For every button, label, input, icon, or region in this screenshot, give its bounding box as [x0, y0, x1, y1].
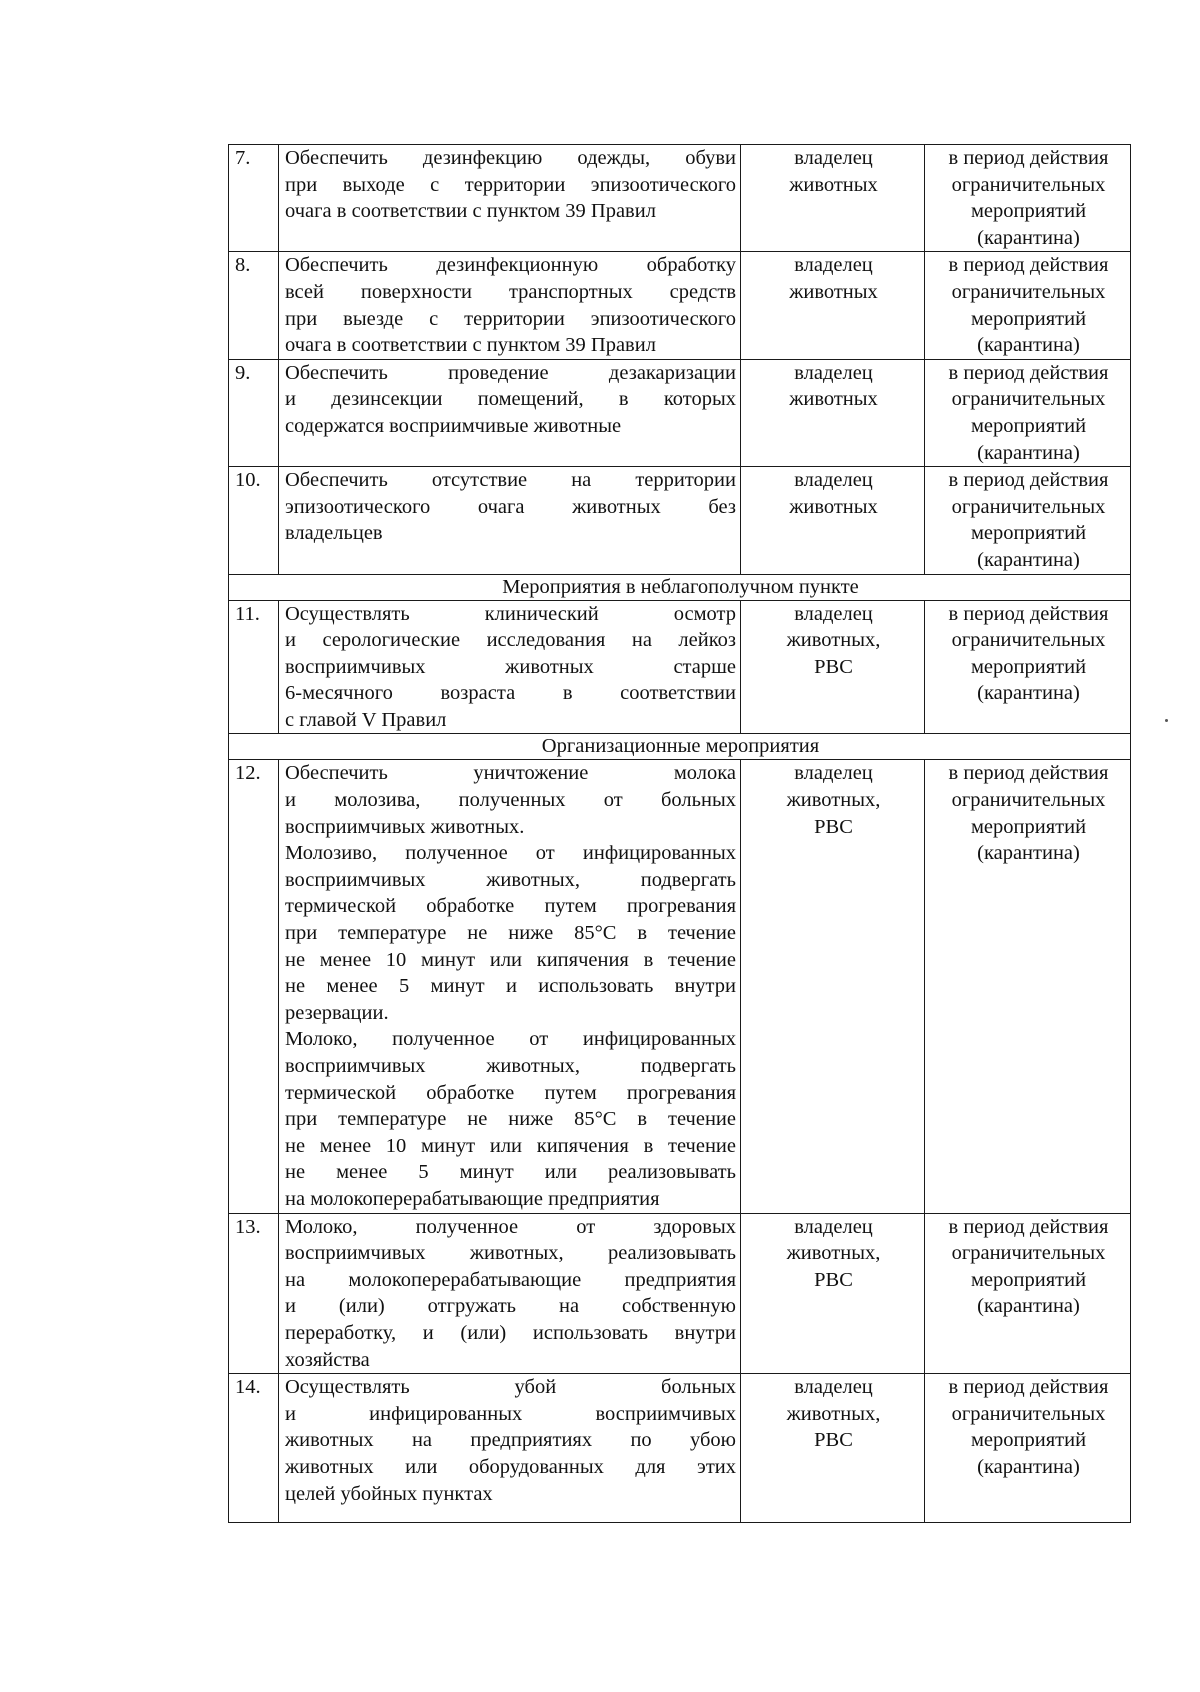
deadline-line: мероприятий — [970, 1429, 1087, 1452]
responsible-line: животных — [789, 173, 878, 196]
item-number: 14. — [229, 1374, 279, 1523]
deadline-line: в период действия — [948, 762, 1109, 785]
measure-text-line: при выезде с территории эпизоотического — [285, 307, 736, 330]
measure-text-line: не менее 10 минут или кипячения в течение — [285, 1134, 736, 1157]
deadline-line: (карантина) — [977, 842, 1080, 865]
measure-text-line: восприимчивых животных, подвергать — [285, 1055, 736, 1077]
deadline — [925, 1374, 1131, 1523]
measure-text-line: Обеспечить дезинфекционную обработку — [285, 254, 736, 277]
measure-text — [279, 1213, 741, 1374]
responsible — [741, 467, 925, 574]
measure-paragraph — [285, 840, 736, 1026]
responsible-line: животных — [789, 388, 878, 411]
measure-text — [279, 1374, 741, 1523]
deadline-line: (карантина) — [977, 548, 1080, 571]
deadline-line: мероприятий — [970, 1268, 1087, 1291]
responsible-line: владелец — [794, 254, 873, 277]
item-number: 13. — [229, 1213, 279, 1374]
responsible-line: владелец — [794, 147, 873, 169]
measure-text-line: с главой V Правил — [285, 708, 447, 731]
responsible — [741, 1374, 925, 1523]
item-number: 12. — [229, 760, 279, 1213]
deadline-line: в период действия — [948, 147, 1109, 169]
table-row — [229, 252, 1131, 359]
section-header-row — [229, 574, 1131, 600]
responsible-line: животных — [789, 280, 878, 303]
table-row — [229, 145, 1131, 252]
measure-text-line: животных или оборудованных для этих — [285, 1455, 736, 1478]
measure-text — [279, 252, 741, 359]
deadline-line: в период действия — [948, 1215, 1109, 1238]
deadline-line: (карантина) — [977, 441, 1080, 464]
deadline-line: (карантина) — [977, 226, 1080, 249]
measure-text-line: владельцев — [285, 522, 383, 545]
measure-text-line: содержатся восприимчивые животные — [285, 414, 622, 437]
measure-text-line: восприимчивых животных, подвергать — [285, 868, 736, 891]
responsible — [741, 600, 925, 734]
responsible-line: животных, — [786, 629, 881, 652]
measure-text-line: и (или) отгружать на собственную — [285, 1295, 736, 1318]
responsible-line: РВС — [814, 1429, 853, 1452]
deadline-line: ограничительных — [951, 280, 1106, 303]
measure-text-line: и дезинсекции помещений, в которых — [285, 388, 736, 411]
measure-text — [279, 760, 741, 1213]
deadline-line: ограничительных — [951, 173, 1106, 196]
deadline-line: мероприятий — [970, 307, 1087, 330]
measure-text-line: на молокоперерабатывающие предприятия — [285, 1187, 660, 1210]
measure-text-line: Молоко, полученное от инфицированных — [285, 1028, 736, 1051]
table-row — [229, 359, 1131, 466]
deadline — [925, 1213, 1131, 1374]
deadline-line: мероприятий — [970, 655, 1087, 678]
measure-text-line: при температуре не ниже 85°С в течение — [285, 1108, 736, 1131]
measure-text-line: очага в соответствии с пунктом 39 Правил — [285, 334, 656, 357]
item-number: 10. — [229, 467, 279, 574]
measure-text-line: восприимчивых животных старше — [285, 655, 736, 678]
deadline-line: в период действия — [948, 469, 1109, 492]
table-row — [229, 600, 1131, 734]
measure-text-line: Молозиво, полученное от инфицированных — [285, 842, 736, 865]
deadline-line: (карантина) — [977, 682, 1080, 705]
item-number: 8. — [229, 252, 279, 359]
deadline-line: мероприятий — [970, 522, 1087, 545]
measure-text-line: Обеспечить дезинфекцию одежды, обуви — [285, 147, 736, 169]
deadline-line: (карантина) — [977, 334, 1080, 357]
measure-text-line: термической обработке путем прогревания — [285, 895, 736, 918]
measure-text-line: термической обработке путем прогревания — [285, 1081, 736, 1104]
responsible-line: животных, — [786, 1402, 881, 1425]
responsible-line: владелец — [794, 1215, 873, 1238]
measure-text-line: Обеспечить уничтожение молока — [285, 762, 736, 785]
measure-text — [279, 467, 741, 574]
measures-table-body — [229, 145, 1131, 1523]
responsible — [741, 359, 925, 466]
deadline-line: ограничительных — [951, 789, 1106, 812]
table-row — [229, 467, 1131, 574]
deadline-line: ограничительных — [951, 388, 1106, 411]
measure-text-line: Обеспечить проведение дезакаризации — [285, 361, 736, 384]
measures-table — [228, 144, 1131, 1523]
measure-text-line: всей поверхности транспортных средств — [285, 280, 736, 303]
measure-text-line: и серологические исследования на лейкоз — [285, 629, 736, 652]
item-number: 7. — [229, 145, 279, 252]
deadline-line: ограничительных — [951, 1402, 1106, 1425]
deadline-line: в период действия — [948, 602, 1109, 625]
measure-text-line: и инфицированных восприимчивых — [285, 1402, 736, 1425]
measure-text-line: резервации. — [285, 1001, 389, 1024]
responsible-line: животных — [789, 495, 878, 518]
deadline-line: в период действия — [948, 1376, 1109, 1399]
measure-text-line: очага в соответствии с пунктом 39 Правил — [285, 200, 656, 223]
deadline — [925, 760, 1131, 1213]
deadline-line: ограничительных — [951, 629, 1106, 652]
measure-text-line: 6-месячного возраста в соответствии — [285, 682, 736, 705]
deadline-line: мероприятий — [970, 414, 1087, 437]
table-row — [229, 1374, 1131, 1523]
responsible-line: животных, — [786, 1242, 881, 1265]
scan-speck — [1165, 719, 1168, 722]
measure-text-line: восприимчивых животных, реализовывать — [285, 1242, 736, 1265]
measure-text-line: не менее 10 минут или кипячения в течение — [285, 948, 736, 971]
measure-text-line: Обеспечить отсутствие на территории — [285, 469, 736, 492]
responsible — [741, 1213, 925, 1374]
deadline — [925, 145, 1131, 252]
deadline-line: мероприятий — [970, 815, 1087, 838]
measure-text-line: не менее 5 минут или реализовывать — [285, 1161, 736, 1184]
deadline — [925, 467, 1131, 574]
measure-text-line: не менее 5 минут и использовать внутри — [285, 975, 736, 998]
table-row — [229, 1213, 1131, 1374]
deadline-line: (карантина) — [977, 1455, 1080, 1478]
measure-text-line: переработку, и (или) использовать внутри — [285, 1321, 736, 1344]
measure-text-line: животных на предприятиях по убою — [285, 1429, 736, 1452]
responsible-line: владелец — [794, 602, 873, 625]
responsible — [741, 252, 925, 359]
measure-text-line: при температуре не ниже 85°С в течение — [285, 922, 736, 945]
responsible-line: владелец — [794, 762, 873, 785]
responsible — [741, 760, 925, 1213]
measure-text-line: Осуществлять убой больных — [285, 1376, 736, 1399]
deadline-line: мероприятий — [970, 200, 1087, 223]
deadline-line: в период действия — [948, 254, 1109, 277]
deadline — [925, 252, 1131, 359]
item-number: 11. — [229, 600, 279, 734]
measure-text-line: Молоко, полученное от здоровых — [285, 1215, 736, 1238]
section-title: Организационные мероприятия — [229, 734, 1131, 760]
deadline-line: в период действия — [948, 361, 1109, 384]
measure-text-line: хозяйства — [285, 1348, 370, 1371]
measure-text-line: на молокоперерабатывающие предприятия — [285, 1268, 736, 1291]
item-number: 9. — [229, 359, 279, 466]
responsible-line: РВС — [814, 1268, 853, 1291]
measure-paragraph — [285, 1026, 736, 1212]
measure-text-line: целей убойных пунктах — [285, 1482, 493, 1505]
measure-text — [279, 145, 741, 252]
responsible-line: владелец — [794, 469, 873, 492]
section-title: Мероприятия в неблагополучном пункте — [229, 574, 1131, 600]
responsible-line: РВС — [814, 655, 853, 678]
measure-paragraph — [285, 760, 736, 840]
deadline-line: ограничительных — [951, 1242, 1106, 1265]
responsible-line: владелец — [794, 1376, 873, 1399]
deadline — [925, 359, 1131, 466]
section-header-row — [229, 734, 1131, 760]
deadline-line: (карантина) — [977, 1295, 1080, 1318]
responsible-line: животных, — [786, 789, 881, 812]
measure-text-line: при выходе с территории эпизоотического — [285, 173, 736, 196]
measure-text — [279, 359, 741, 466]
table-row — [229, 760, 1131, 1213]
deadline-line: ограничительных — [951, 495, 1106, 518]
responsible-line: РВС — [814, 815, 853, 838]
deadline — [925, 600, 1131, 734]
measure-text-line: и молозива, полученных от больных — [285, 789, 736, 812]
responsible — [741, 145, 925, 252]
measure-text-line: эпизоотического очага животных без — [285, 495, 736, 518]
measure-text-line: восприимчивых животных. — [285, 815, 525, 838]
responsible-line: владелец — [794, 361, 873, 384]
measure-text — [279, 600, 741, 734]
measure-text-line: Осуществлять клинический осмотр — [285, 602, 736, 625]
